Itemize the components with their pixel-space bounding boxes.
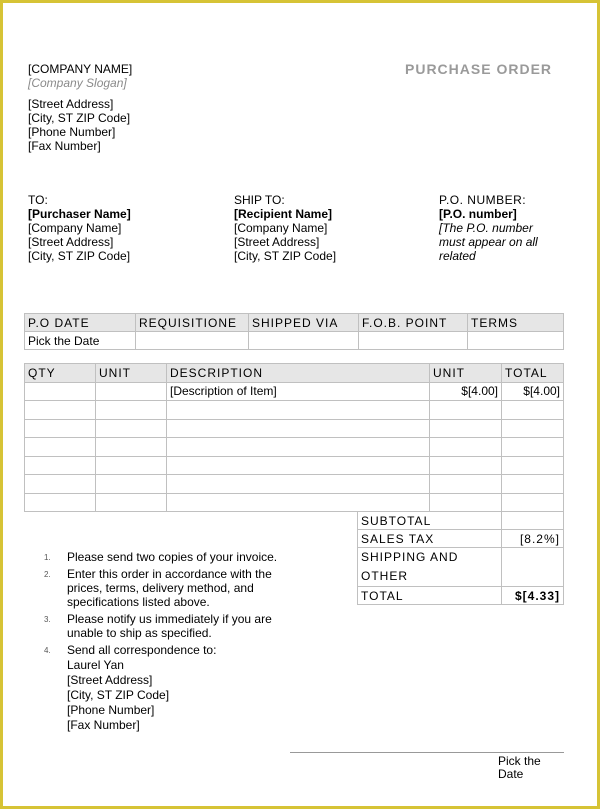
- qty-cell[interactable]: [25, 475, 96, 494]
- description-cell[interactable]: [Description of Item]: [167, 382, 430, 401]
- shipped-via-header: SHIPPED VIA: [249, 314, 359, 332]
- table-row: [25, 438, 564, 457]
- unit-price-cell[interactable]: [430, 475, 502, 494]
- po-number-block: [439, 193, 538, 263]
- po-number-note-1: [The P.O. number: [439, 221, 533, 235]
- company-city: [City, ST ZIP Code]: [28, 111, 131, 125]
- shipping-label: [358, 548, 502, 587]
- unit-cell[interactable]: [96, 438, 167, 457]
- table-row: [25, 419, 564, 438]
- purchaser-name: [Purchaser Name]: [28, 207, 131, 221]
- note-text: Send all correspondence to:: [67, 643, 217, 657]
- unit-price-cell[interactable]: [430, 419, 502, 438]
- description-cell[interactable]: [167, 456, 430, 475]
- list-number: 4.: [44, 646, 51, 655]
- sales-tax-row: [358, 530, 564, 548]
- table-row: [25, 475, 564, 494]
- table-row: [25, 493, 564, 512]
- unit-price-cell[interactable]: [430, 456, 502, 475]
- recipient-name: [Recipient Name]: [234, 207, 333, 221]
- note-text: Enter this order in accordance with the prices, terms, delivery method, and specifications listed above.: [67, 567, 272, 609]
- list-number: 2.: [44, 570, 51, 579]
- unit-price-cell[interactable]: $[4.00]: [430, 382, 502, 401]
- line-total-cell[interactable]: [502, 475, 564, 494]
- po-number-label: P.O. NUMBER:: [439, 193, 527, 207]
- qty-cell[interactable]: [25, 401, 96, 420]
- description-cell[interactable]: [167, 475, 430, 494]
- order-info-table: [24, 313, 564, 350]
- qty-cell[interactable]: [25, 382, 96, 401]
- contact-phone: [Phone Number]: [67, 703, 155, 717]
- description-cell[interactable]: [167, 438, 430, 457]
- table-row: [25, 456, 564, 475]
- po-date-field[interactable]: Pick the Date: [25, 332, 136, 350]
- unit-price-cell[interactable]: [430, 438, 502, 457]
- list-item: [44, 550, 302, 564]
- instructions-list: [44, 550, 302, 736]
- total-label: TOTAL: [358, 587, 502, 605]
- unit-price-header: UNIT: [430, 364, 502, 383]
- table-row: [25, 332, 564, 350]
- fob-point-field[interactable]: [359, 332, 468, 350]
- line-total-cell[interactable]: [502, 419, 564, 438]
- description-cell[interactable]: [167, 493, 430, 512]
- signature-line[interactable]: [290, 752, 564, 753]
- ship-to-street: [Street Address]: [234, 235, 320, 249]
- unit-cell[interactable]: [96, 475, 167, 494]
- line-total-cell[interactable]: [502, 493, 564, 512]
- date-line-1: Pick the: [498, 754, 541, 768]
- po-number-note-2: must appear on all: [439, 235, 538, 249]
- requisitioner-header: REQUISITIONE: [136, 314, 249, 332]
- company-street: [Street Address]: [28, 97, 114, 111]
- unit-header: UNIT: [96, 364, 167, 383]
- table-header-row: [25, 364, 564, 383]
- qty-cell[interactable]: [25, 419, 96, 438]
- qty-cell[interactable]: [25, 438, 96, 457]
- document-title: PURCHASE ORDER: [405, 61, 553, 77]
- unit-cell[interactable]: [96, 401, 167, 420]
- description-cell[interactable]: [167, 401, 430, 420]
- table-header-row: [25, 314, 564, 332]
- description-cell[interactable]: [167, 419, 430, 438]
- shipped-via-field[interactable]: [249, 332, 359, 350]
- qty-header: QTY: [25, 364, 96, 383]
- ship-to-company: [Company Name]: [234, 221, 328, 235]
- total-header: TOTAL: [502, 364, 564, 383]
- to-block: [28, 193, 131, 263]
- to-street: [Street Address]: [28, 235, 114, 249]
- to-city: [City, ST ZIP Code]: [28, 249, 131, 263]
- line-total-cell[interactable]: [502, 401, 564, 420]
- shipping-value[interactable]: [502, 548, 564, 587]
- fob-point-header: F.O.B. POINT: [359, 314, 468, 332]
- date-line-2: Date: [498, 767, 524, 781]
- line-total-cell[interactable]: [502, 456, 564, 475]
- totals-table: [357, 511, 564, 605]
- po-number-note-3: related: [439, 249, 476, 263]
- list-item: [44, 643, 302, 733]
- shipping-label-line-1: SHIPPING AND: [361, 550, 459, 564]
- note-text: Please notify us immediately if you are unable to ship as specified.: [67, 612, 272, 640]
- table-row: [25, 382, 564, 401]
- po-date-header: P.O DATE: [25, 314, 136, 332]
- list-item: [44, 567, 302, 609]
- company-info: [28, 62, 132, 153]
- contact-fax: [Fax Number]: [67, 718, 140, 732]
- total-row: [358, 587, 564, 605]
- ship-to-block: [234, 193, 336, 263]
- list-number: 1.: [44, 553, 51, 562]
- company-fax: [Fax Number]: [28, 139, 101, 153]
- unit-cell[interactable]: [96, 493, 167, 512]
- sales-tax-value[interactable]: [8.2%]: [502, 530, 564, 548]
- unit-cell[interactable]: [96, 382, 167, 401]
- to-company: [Company Name]: [28, 221, 122, 235]
- qty-cell[interactable]: [25, 456, 96, 475]
- unit-price-cell[interactable]: [430, 493, 502, 512]
- note-text: Please send two copies of your invoice.: [67, 550, 278, 564]
- contact-name: Laurel Yan: [67, 658, 124, 672]
- signature-date[interactable]: [498, 755, 541, 781]
- subtotal-label: SUBTOTAL: [358, 512, 502, 530]
- subtotal-row: [358, 512, 564, 530]
- terms-header: TERMS: [468, 314, 564, 332]
- company-slogan: [Company Slogan]: [28, 76, 127, 90]
- contact-city: [City, ST ZIP Code]: [67, 688, 170, 702]
- requisitioner-field[interactable]: [136, 332, 249, 350]
- subtotal-value[interactable]: [502, 512, 564, 530]
- ship-to-city: [City, ST ZIP Code]: [234, 249, 337, 263]
- table-row: [25, 401, 564, 420]
- company-name: [COMPANY NAME]: [28, 62, 133, 76]
- contact-street: [Street Address]: [67, 673, 153, 687]
- description-header: DESCRIPTION: [167, 364, 430, 383]
- line-total-cell[interactable]: $[4.00]: [502, 382, 564, 401]
- sales-tax-label: SALES TAX: [358, 530, 502, 548]
- shipping-row: [358, 548, 564, 587]
- po-number-value: [P.O. number]: [439, 207, 517, 221]
- list-number: 3.: [44, 615, 51, 624]
- ship-to-label: SHIP TO:: [234, 193, 285, 207]
- terms-field[interactable]: [468, 332, 564, 350]
- unit-cell[interactable]: [96, 419, 167, 438]
- unit-price-cell[interactable]: [430, 401, 502, 420]
- shipping-label-line-2: OTHER: [361, 569, 408, 583]
- items-table: [24, 363, 564, 512]
- total-value[interactable]: $[4.33]: [502, 587, 564, 605]
- to-label: TO:: [28, 193, 48, 207]
- qty-cell[interactable]: [25, 493, 96, 512]
- line-total-cell[interactable]: [502, 438, 564, 457]
- company-phone: [Phone Number]: [28, 125, 116, 139]
- unit-cell[interactable]: [96, 456, 167, 475]
- list-item: [44, 612, 302, 640]
